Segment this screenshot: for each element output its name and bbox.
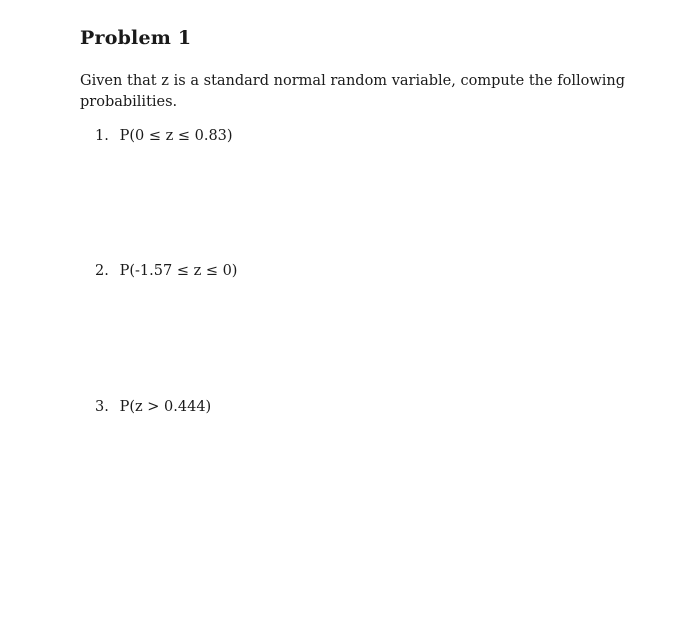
item-expression: P(-1.57 ≤ z ≤ 0) <box>119 263 238 279</box>
list-item-3 <box>95 399 211 415</box>
list-item-2 <box>95 263 237 279</box>
problem-intro: Given that z is a standard normal random variable, compute the following probabilities. <box>80 73 625 110</box>
problem-title: Problem 1 <box>80 27 192 49</box>
item-number: 3. <box>95 399 109 415</box>
item-number: 1. <box>95 128 109 144</box>
list-item-1 <box>95 128 233 144</box>
item-expression: P(0 ≤ z ≤ 0.83) <box>119 128 233 144</box>
item-number: 2. <box>95 263 109 279</box>
item-expression: P(z > 0.444) <box>119 399 212 415</box>
